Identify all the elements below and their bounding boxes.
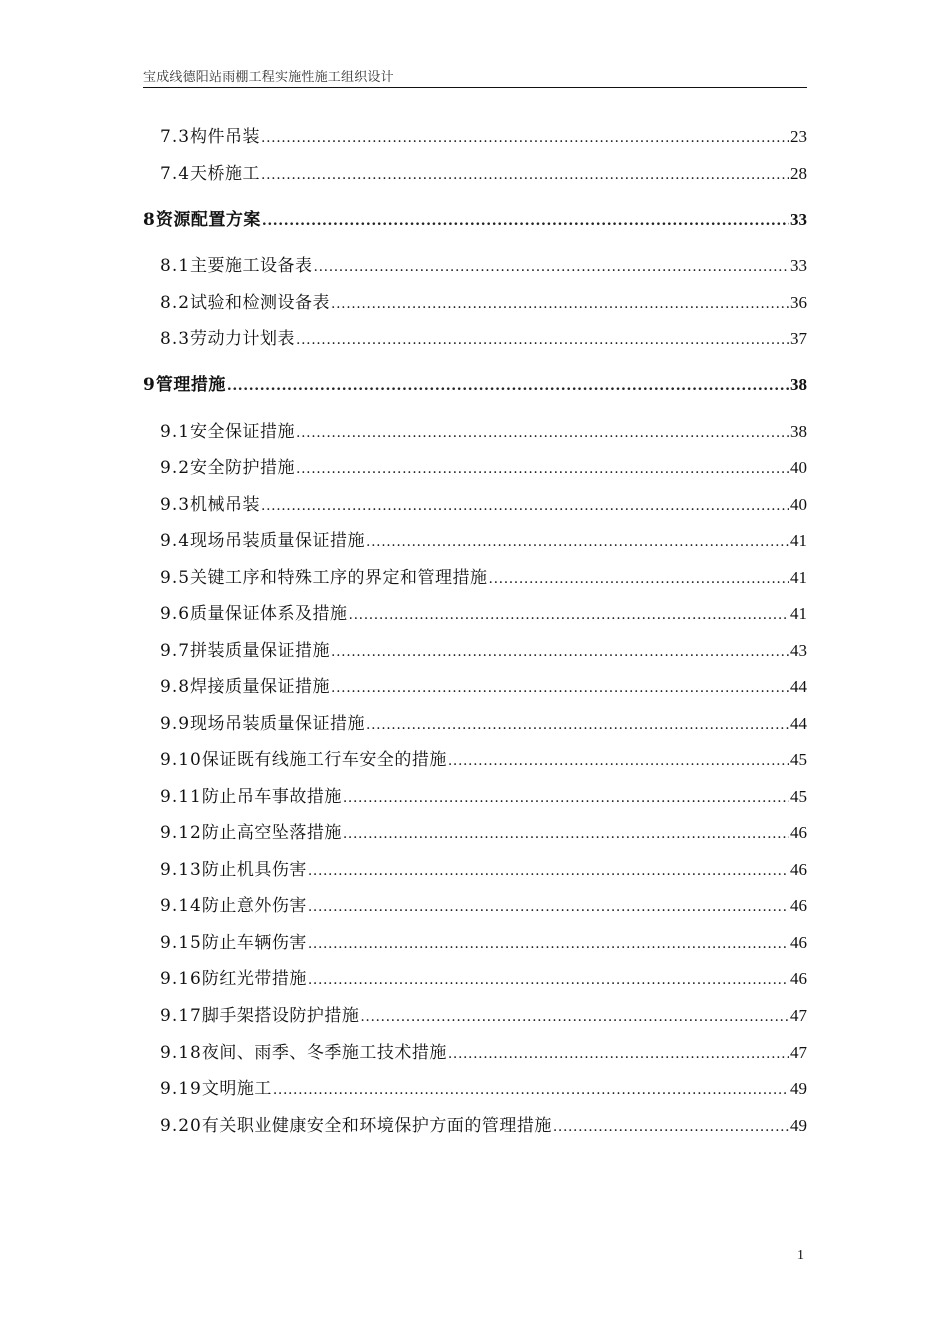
toc-entry[interactable] <box>143 372 807 398</box>
toc-entry-number: 9.17 <box>160 1006 202 1026</box>
toc-entry-page: 46 <box>790 933 807 952</box>
toc-entry-number: 7.4 <box>160 164 191 184</box>
toc-entry[interactable] <box>160 253 807 279</box>
toc-entry-page: 46 <box>790 823 807 842</box>
toc-entry-number: 9.2 <box>160 458 191 478</box>
toc-entry-page: 40 <box>790 495 807 514</box>
toc-entry[interactable] <box>160 124 807 150</box>
page-number: 1 <box>797 1248 804 1263</box>
toc-entry-title: 防止车辆伤害 <box>201 933 307 953</box>
toc-dot-leader <box>262 208 789 234</box>
toc-entry-page: 49 <box>790 1116 807 1135</box>
toc-dot-leader <box>331 675 789 701</box>
toc-entry[interactable] <box>160 161 807 187</box>
toc-dot-leader <box>273 1077 789 1103</box>
toc-entry-title: 机械吊装 <box>190 495 261 515</box>
toc-entry[interactable] <box>160 419 807 445</box>
toc-entry-title: 管理措施 <box>155 375 226 395</box>
toc-entry-number: 8.3 <box>160 329 191 349</box>
toc-dot-leader <box>296 420 789 446</box>
toc-entry-number: 9.8 <box>160 677 191 697</box>
toc-entry-page: 40 <box>790 458 807 477</box>
toc-entry-page: 47 <box>790 1043 807 1062</box>
toc-entry-page: 38 <box>790 422 807 441</box>
toc-entry-title: 拼装质量保证措施 <box>190 641 331 661</box>
toc-entry-number: 9.1 <box>160 422 191 442</box>
toc-entry-title: 防止高空坠落措施 <box>201 823 342 843</box>
toc-entry-title: 资源配置方案 <box>155 210 261 230</box>
toc-entry-page: 41 <box>790 531 807 550</box>
toc-entry-number: 9.11 <box>160 787 202 807</box>
toc-entry[interactable] <box>160 1113 807 1139</box>
toc-entry[interactable] <box>160 1003 807 1029</box>
toc-entry[interactable] <box>160 893 807 919</box>
toc-dot-leader <box>261 493 789 519</box>
toc-entry-number: 9.3 <box>160 495 191 515</box>
toc-entry[interactable] <box>160 966 807 992</box>
toc-entry-page: 37 <box>790 329 807 348</box>
toc-entry-page: 36 <box>790 293 807 312</box>
toc-entry-page: 41 <box>790 568 807 587</box>
toc-entry-title: 安全防护措施 <box>190 458 296 478</box>
toc-dot-leader <box>227 373 789 399</box>
toc-dot-leader <box>331 639 789 665</box>
toc-entry-page: 45 <box>790 750 807 769</box>
toc-entry-page: 49 <box>790 1079 807 1098</box>
toc-entry-page: 46 <box>790 896 807 915</box>
toc-entry-title: 夜间、雨季、冬季施工技术措施 <box>201 1043 447 1063</box>
toc-dot-leader <box>296 456 789 482</box>
toc-entry[interactable] <box>160 492 807 518</box>
toc-entry-page: 43 <box>790 641 807 660</box>
toc-dot-leader <box>308 967 789 993</box>
toc-entry-title: 现场吊装质量保证措施 <box>190 531 366 551</box>
toc-entry-number: 9.19 <box>160 1079 202 1099</box>
toc-dot-leader <box>296 327 789 353</box>
toc-entry-title: 安全保证措施 <box>190 422 296 442</box>
toc-entry-title: 防止意外伤害 <box>201 896 307 916</box>
toc-dot-leader <box>308 894 789 920</box>
toc-dot-leader <box>448 1041 789 1067</box>
toc-entry[interactable] <box>160 674 807 700</box>
toc-entry-number: 9.13 <box>160 860 202 880</box>
toc-entry-title: 构件吊装 <box>190 127 261 147</box>
toc-entry[interactable] <box>160 1040 807 1066</box>
toc-entry-page: 33 <box>790 210 807 229</box>
toc-entry-number: 9.12 <box>160 823 202 843</box>
toc-entry[interactable] <box>160 290 807 316</box>
toc-entry-number: 8.1 <box>160 256 191 276</box>
toc-entry-title: 脚手架搭设防护措施 <box>201 1006 360 1026</box>
toc-entry-title: 有关职业健康安全和环境保护方面的管理措施 <box>201 1116 552 1136</box>
toc-entry-title: 质量保证体系及措施 <box>190 604 348 624</box>
toc-dot-leader <box>553 1114 789 1140</box>
toc-dot-leader <box>366 529 789 555</box>
toc-entry-title: 焊接质量保证措施 <box>190 677 331 697</box>
toc-entry-number: 9.15 <box>160 933 202 953</box>
toc-entry[interactable] <box>160 326 807 352</box>
toc-entry[interactable] <box>160 528 807 554</box>
toc-entry[interactable] <box>160 857 807 883</box>
toc-entry-title: 主要施工设备表 <box>190 256 313 276</box>
toc-dot-leader <box>308 858 789 884</box>
toc-entry-page: 46 <box>790 969 807 988</box>
toc-entry-page: 23 <box>790 127 807 146</box>
toc-dot-leader <box>314 254 789 280</box>
toc-entry-number: 8.2 <box>160 293 191 313</box>
toc-dot-leader <box>366 712 789 738</box>
toc-entry-page: 46 <box>790 860 807 879</box>
toc-entry-number: 8 <box>143 210 156 230</box>
toc-entry-page: 47 <box>790 1006 807 1025</box>
toc-entry[interactable] <box>160 601 807 627</box>
header-title: 宝成线德阳站雨棚工程实施性施工组织设计 <box>143 70 394 85</box>
toc-entry-page: 28 <box>790 164 807 183</box>
toc-dot-leader <box>331 291 789 317</box>
toc-dot-leader <box>343 821 789 847</box>
toc-entry-number: 9.4 <box>160 531 191 551</box>
toc-entry-page: 41 <box>790 604 807 623</box>
toc-entry-title: 劳动力计划表 <box>190 329 296 349</box>
toc-entry-page: 33 <box>790 256 807 275</box>
toc-entry[interactable] <box>160 1076 807 1102</box>
toc-entry-title: 天桥施工 <box>190 164 261 184</box>
toc-entry-title: 现场吊装质量保证措施 <box>190 714 366 734</box>
toc-entry-title: 防止吊车事故措施 <box>201 787 342 807</box>
toc-dot-leader <box>261 125 789 151</box>
toc-entry-number: 9.6 <box>160 604 191 624</box>
toc-dot-leader <box>261 162 789 188</box>
toc-entry-number: 9.18 <box>160 1043 202 1063</box>
toc-entry-number: 9.14 <box>160 896 202 916</box>
toc-entry[interactable] <box>160 747 807 773</box>
toc-dot-leader <box>349 602 789 628</box>
toc-entry[interactable] <box>160 820 807 846</box>
toc-entry[interactable] <box>160 638 807 664</box>
toc-entry-number: 9.9 <box>160 714 191 734</box>
toc-dot-leader <box>343 785 789 811</box>
toc-entry-page: 45 <box>790 787 807 806</box>
toc-entry-title: 试验和检测设备表 <box>190 293 331 313</box>
toc-dot-leader <box>360 1004 789 1030</box>
toc-entry-number: 9.10 <box>160 750 202 770</box>
toc-dot-leader <box>448 748 789 774</box>
toc-entry-number: 7.3 <box>160 127 191 147</box>
toc-entry-number: 9 <box>143 375 156 395</box>
toc-entry[interactable] <box>160 784 807 810</box>
toc-entry[interactable] <box>160 455 807 481</box>
toc-entry-page: 38 <box>790 375 807 394</box>
toc-entry[interactable] <box>160 930 807 956</box>
toc-entry-page: 44 <box>790 677 807 696</box>
toc-entry-title: 保证既有线施工行车安全的措施 <box>201 750 447 770</box>
toc-entry-number: 9.7 <box>160 641 191 661</box>
toc-entry-page: 44 <box>790 714 807 733</box>
toc-dot-leader <box>489 566 789 592</box>
toc-entry[interactable] <box>160 565 807 591</box>
toc-entry-number: 9.16 <box>160 969 202 989</box>
toc-dot-leader <box>308 931 789 957</box>
toc-entry-title: 防红光带措施 <box>201 969 307 989</box>
toc-entry-number: 9.20 <box>160 1116 202 1136</box>
toc-entry-title: 关键工序和特殊工序的界定和管理措施 <box>190 568 488 588</box>
toc-entry-title: 防止机具伤害 <box>201 860 307 880</box>
toc-entry-number: 9.5 <box>160 568 191 588</box>
toc-entry[interactable] <box>143 207 807 233</box>
toc-entry-title: 文明施工 <box>201 1079 272 1099</box>
toc-entry[interactable] <box>160 711 807 737</box>
